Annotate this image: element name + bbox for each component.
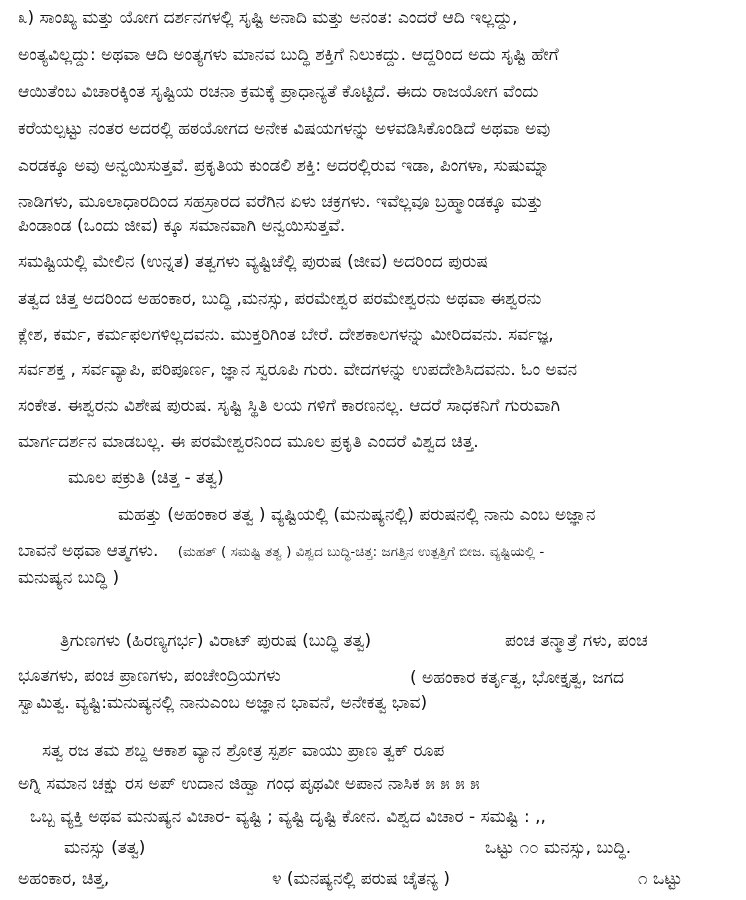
text-line: ಸಂಕೇತ. ಈಶ್ವರನು ವಿಶೇಷ ಪುರುಷ. ಸೃಷ್ಟಿ ಸ್ಥಿತಿ ಲಯ ಗಳಿಗೆ ಕಾರಣನಲ್ಲ. ಆದರೆ ಸಾಧಕನಿಗೆ ಗುರುವಾಗಿ (18, 396, 561, 416)
triguna-right: ಪಂಚ ತನ್ಮಾತ್ರೆ ಗಳು, ಪಂಚ (505, 631, 648, 651)
manas-left: ಮನಸ್ಸು (ತತ್ವ) (64, 838, 146, 858)
mula-prakruti-line: ಮೂಲ ಪಕ್ರುತಿ (ಚಿತ್ತ - ತತ್ವ) (68, 468, 224, 488)
bhavane-line (18, 539, 544, 564)
text-line: ಸಮಷ್ಟಿಯಲ್ಲಿ ಮೇಲಿನ (ಉನ್ನತ) ತತ್ವಗಳು ವ್ಯಷ್ಟಿಚೆಲ್ಲಿ ಪುರುಷ (ಜೀವ) ಅದರಿಂದ ಪುರುಷ (18, 252, 488, 272)
text-line: ಪಿಂಡಾಂಡ (ಒಂದು ಜೀವ) ಕ್ಕೂ ಸಮಾನವಾಗಿ ಅನ್ವಯಿಸುತ್ತವೆ. (18, 216, 346, 236)
text-line: ಕ್ಲೇಶ, ಕರ್ಮ, ಕರ್ಮಫಲಗಳಿಲ್ಲದವನು. ಮುಕ್ತರಿಗಿಂತ ಬೇರೆ. ದೇಶಕಾಲಗಳನ್ನು ಮೀರಿದವನು. ಸರ್ವಜ್ಞ, (18, 325, 554, 345)
manushya-note: ಮನುಷ್ಯನ ಬುದ್ಧಿ ) (18, 568, 120, 588)
bhavane-note: (ಮಹತ್ ( ಸಮಷ್ಟಿ ತತ್ವ ) ವಿಶ್ವದ ಬುದ್ಧಿ-ಚಿತ್ತ: ಜಗತ್ತಿನ ಉತ್ಪತ್ತಿಗೆ ಬೀಜ. ವ್ಯಷ್ಟಿಯಲ್ಲಿ - (177, 544, 545, 560)
sattva-line: ಸತ್ವ ರಜ ತಮ ಶಬ್ದ ಆಕಾಶ ವ್ಯಾನ ಶ್ರೋತ್ರ ಸ್ಪರ್ಶ ವಾಯು ಪ್ರಾಣ ತ್ವಕ್ ರೂಪ (42, 741, 445, 761)
text-line: ತತ್ವದ ಚಿತ್ತ ಅದರಿಂದ ಅಹಂಕಾರ, ಬುದ್ಧಿ ,ಮನಸ್ಸು, ಪರಮೇಶ್ವರ ಪರಮೇಶ್ವರನು ಅಥವಾ ಈಶ್ವರನು (18, 289, 542, 309)
agni-line: ಅಗ್ನಿ ಸಮಾನ ಚಕ್ಷು ರಸ ಅಪ್ ಉದಾನ ಜಿಹ್ವಾ ಗಂಧ ಪೃಥವೀ ಅಪಾನ ನಾಸಿಕ ೫ ೫ ೫ ೫ (18, 774, 480, 794)
mahat-line: ಮಹತ್ತು (ಅಹಂಕಾರ ತತ್ವ ) ವ್ಯಷ್ಟಿಯಲ್ಲಿ (ಮನುಷ್ಯನಲ್ಲಿ) ಪರುಷನಲ್ಲಿ ನಾನು ಎಂಬ ಅಜ್ಞಾನ (118, 505, 596, 525)
bhuta-line: ಭೂತಗಳು, ಪಂಚ ಪ್ರಾಣಗಳು, ಪಂಚೇಂದ್ರಿಯಗಳು (18, 666, 281, 686)
ahankara-c: ೧ ಒಟ್ಟು (638, 869, 683, 889)
text-line: ಸರ್ವಶಕ್ತ , ಸರ್ವವ್ಯಾಪಿ, ಪರಿಪೂರ್ಣ, ಜ್ಞಾನ ಸ್ವರೂಪಿ ಗುರು. ವೇದಗಳನ್ನು ಉಪದೇಶಿಸಿದವನು. ಓಂ ಅವನ (18, 360, 578, 380)
ahankara-b: ೪ (ಮನಷ್ಯನಲ್ಲಿ ಪರುಷ ಚೈತನ್ಯ ) (272, 869, 450, 889)
manas-right: ಒಟ್ಟು ೧೦ ಮನಸ್ಸು, ಬುದ್ಧಿ. (485, 838, 632, 858)
bhuta-note: ( ಅಹಂಕಾರ ಕರ್ತೃತ್ವ, ಭೋಕ್ತೃತ್ವ, ಜಗದ (410, 668, 624, 688)
text-line: ಎರಡಕ್ಕೂ ಅವು ಅನ್ವಯಿಸುತ್ತವೆ. ಪ್ರಕೃತಿಯ ಕುಂಡಲಿ ಶಕ್ತಿ: ಅದರಲ್ಲಿರುವ ಇಡಾ, ಪಿಂಗಳಾ, ಸುಷುಮ್ನಾ (18, 156, 550, 176)
ahankara-a: ಅಹಂಕಾರ, ಚಿತ್ತ, (18, 869, 110, 889)
svamitva-note: ಸ್ವಾಮಿತ್ವ. ವ್ಯಷ್ಟಿ:ಮನುಷ್ಯನಲ್ಲಿ ನಾನುಎಂಬ ಅಜ್ಞಾನ ಭಾವನೆ, ಅನೇಕತ್ವ ಭಾವ) (18, 693, 428, 713)
text-line: ಮಾರ್ಗದರ್ಶನ ಮಾಡಬಲ್ಲ. ಈ ಪರಮೇಶ್ವರನಿಂದ ಮೂಲ ಪ್ರಕೃತಿ ಎಂದರೆ ವಿಶ್ವದ ಚಿತ್ತ. (18, 432, 479, 452)
bhavane-main: ಬಾವನೆ ಅಥವಾ ಆತ್ಮಗಳು. (18, 541, 159, 561)
obba-line: ಒಬ್ಬ ವ್ಯಕ್ತಿ ಅಥವ ಮನುಷ್ಯನ ವಿಚಾರ- ವ್ಯಷ್ಟಿ ; ವ್ಯಷ್ಟಿ ದೃಷ್ಟಿ ಕೋನ. ವಿಶ್ವದ ವಿಚಾರ - ಸಮಷ್ಟಿ : ,, (30, 807, 546, 827)
text-line: ನಾಡಿಗಳು, ಮೂಲಾಧಾರದಿಂದ ಸಹಸ್ರಾರದ ವರೆಗಿನ ಏಳು ಚಕ್ರಗಳು. ಇವೆಲ್ಲವೂ ಬ್ರಹ್ಮಾಂಡಕ್ಕೂ ಮತ್ತು (18, 192, 544, 212)
triguna-left: ತ್ರಿಗುಣಗಳು (ಹಿರಣ್ಯಗರ್ಭ) ವಿರಾಟ್ ಪುರುಷ (ಬುದ್ಧಿ ತತ್ವ) (60, 631, 372, 651)
text-line: ಕರೆಯಲ್ಪಟ್ಟು ನಂತರ ಅದರಲ್ಲಿ ಹಠಯೋಗದ ಅನೇಕ ವಿಷಯಗಳನ್ನು ಅಳವಡಿಸಿಕೊಂಡಿದೆ ಅಥವಾ ಅವು (18, 119, 551, 139)
text-line: ಅಂತ್ಯವಿಲ್ಲದ್ದು: ಅಥವಾ ಆದಿ ಅಂತ್ಯಗಳು ಮಾನವ ಬುದ್ಧಿ ಶಕ್ತಿಗೆ ನಿಲುಕದ್ದು. ಆದ್ದರಿಂದ ಅದು ಸೃಷ್ಟಿ ಹೇಗೆ (18, 45, 559, 65)
text-line: ೩) ಸಾಂಖ್ಯ ಮತ್ತು ಯೋಗ ದರ್ಶನಗಳಲ್ಲಿ ಸೃಷ್ಟಿ ಅನಾದಿ ಮತ್ತು ಅನಂತ: ಎಂದರೆ ಆದಿ ಇಲ್ಲದ್ದು, (18, 8, 518, 28)
text-line: ಆಯಿತೆಂಬ ವಿಚಾರಕ್ಕಿಂತ ಸೃಷ್ಟಿಯ ರಚನಾ ಕ್ರಮಕ್ಕೆ ಪ್ರಾಧಾನ್ಯತೆ ಕೊಟ್ಟಿದೆ. ಈದು ರಾಜಯೋಗ ವೆಂದು (18, 82, 539, 102)
